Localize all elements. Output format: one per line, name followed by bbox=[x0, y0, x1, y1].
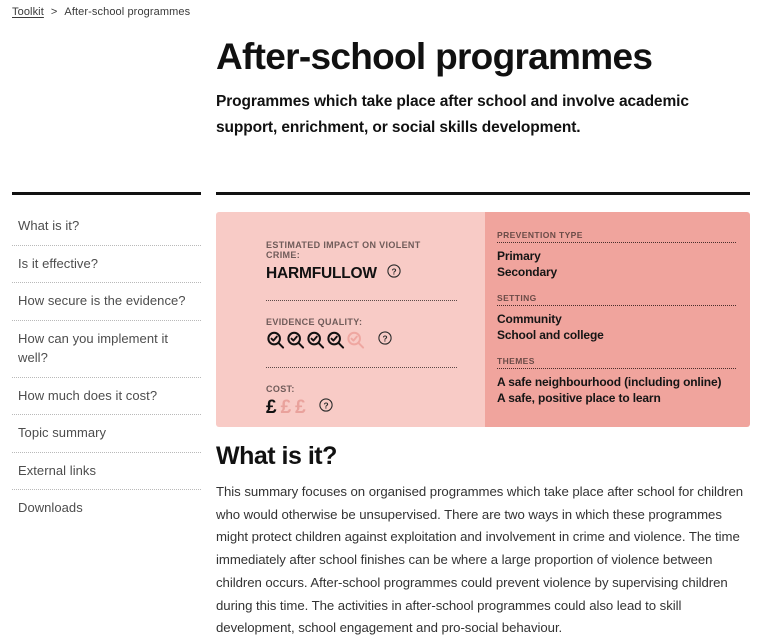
question-circle-icon[interactable] bbox=[387, 264, 401, 283]
sidebar-item-how-secure-evidence[interactable]: How secure is the evidence? bbox=[12, 283, 201, 321]
magnifier-check-icon bbox=[266, 331, 285, 350]
card-divider-1 bbox=[266, 300, 457, 301]
magnifier-check-icon bbox=[326, 331, 345, 350]
prevention-type-section bbox=[497, 230, 736, 280]
themes-section bbox=[497, 356, 736, 406]
impact-label: ESTIMATED IMPACT ON VIOLENT CRIME: bbox=[266, 240, 421, 260]
breadcrumb bbox=[12, 6, 190, 18]
setting-value-community: Community bbox=[497, 312, 562, 327]
setting-section bbox=[497, 293, 736, 343]
themes-label: THEMES bbox=[497, 356, 736, 369]
sidebar-top-rule bbox=[12, 192, 201, 195]
magnifier-check-icon bbox=[286, 331, 305, 350]
pound-icon-empty: £ bbox=[295, 397, 306, 418]
prevention-type-label: PREVENTION TYPE bbox=[497, 230, 736, 243]
sidebar-item-external-links[interactable]: External links bbox=[12, 453, 201, 491]
question-circle-icon[interactable] bbox=[378, 331, 392, 350]
what-is-it-section bbox=[216, 442, 750, 640]
impact-value: HARMFULLOW bbox=[266, 264, 377, 282]
pound-icon-filled: £ bbox=[266, 397, 277, 418]
sidebar-item-how-much-cost[interactable]: How much does it cost? bbox=[12, 378, 201, 416]
svg-text:?: ? bbox=[323, 400, 329, 411]
card-divider-2 bbox=[266, 367, 457, 368]
evidence-quality-metric bbox=[266, 317, 457, 350]
page-subtitle: Programmes which take place after school and involve academic support, enrichment, or social skills development. bbox=[216, 93, 689, 136]
info-card-right-panel bbox=[485, 212, 750, 427]
svg-text:?: ? bbox=[391, 266, 397, 277]
breadcrumb-link-toolkit[interactable]: Toolkit bbox=[12, 6, 44, 18]
info-card-left-panel bbox=[216, 212, 485, 427]
question-circle-icon[interactable] bbox=[319, 398, 333, 417]
cost-metric bbox=[266, 384, 457, 417]
cost-label: COST: bbox=[266, 384, 295, 394]
evidence-quality-label: EVIDENCE QUALITY: bbox=[266, 317, 363, 327]
setting-value-school-college: School and college bbox=[497, 328, 604, 343]
page-title: After-school programmes bbox=[216, 36, 653, 77]
sidebar-item-is-it-effective[interactable]: Is it effective? bbox=[12, 246, 201, 284]
magnifier-check-icon-empty bbox=[346, 331, 365, 350]
sidebar-item-topic-summary[interactable]: Topic summary bbox=[12, 415, 201, 453]
breadcrumb-current: After-school programmes bbox=[64, 6, 191, 18]
breadcrumb-separator: > bbox=[50, 6, 58, 18]
prevention-type-value-primary: Primary bbox=[497, 249, 541, 263]
sidebar-item-downloads[interactable]: Downloads bbox=[18, 500, 83, 515]
svg-text:?: ? bbox=[382, 333, 388, 344]
section-heading: What is it? bbox=[216, 442, 337, 470]
section-paragraph: This summary focuses on organised programmes which take place after school for children who would otherwise be unsupervised. There are two ways in which these programmes might protect children against exploitation and involvement in crime and violence. The time immediately after school finishes can be where a large proportion of violence between children occurs. After-school programmes could prevent violence by supervising children during this time. The activities in after-school programmes could also lead to skill development, school engagement and pro-social behaviour. bbox=[216, 484, 744, 636]
summary-info-card bbox=[216, 212, 750, 427]
themes-value-safe-place-to-learn: A safe, positive place to learn bbox=[497, 391, 661, 406]
section-nav-sidebar bbox=[12, 208, 201, 527]
sidebar-item-how-implement-well[interactable]: How can you implement it well? bbox=[12, 321, 201, 378]
prevention-type-value-secondary: Secondary bbox=[497, 265, 558, 280]
pound-icon-empty: £ bbox=[280, 397, 292, 418]
setting-label: SETTING bbox=[497, 293, 736, 306]
evidence-quality-rating bbox=[266, 331, 457, 350]
sidebar-item-what-is-it[interactable]: What is it? bbox=[12, 208, 201, 246]
page-header bbox=[216, 36, 756, 140]
impact-metric bbox=[266, 240, 457, 283]
themes-value-safe-neighbourhood: A safe neighbourhood (including online) bbox=[497, 375, 722, 390]
main-top-rule bbox=[216, 192, 750, 195]
magnifier-check-icon bbox=[306, 331, 325, 350]
cost-rating bbox=[266, 398, 457, 417]
